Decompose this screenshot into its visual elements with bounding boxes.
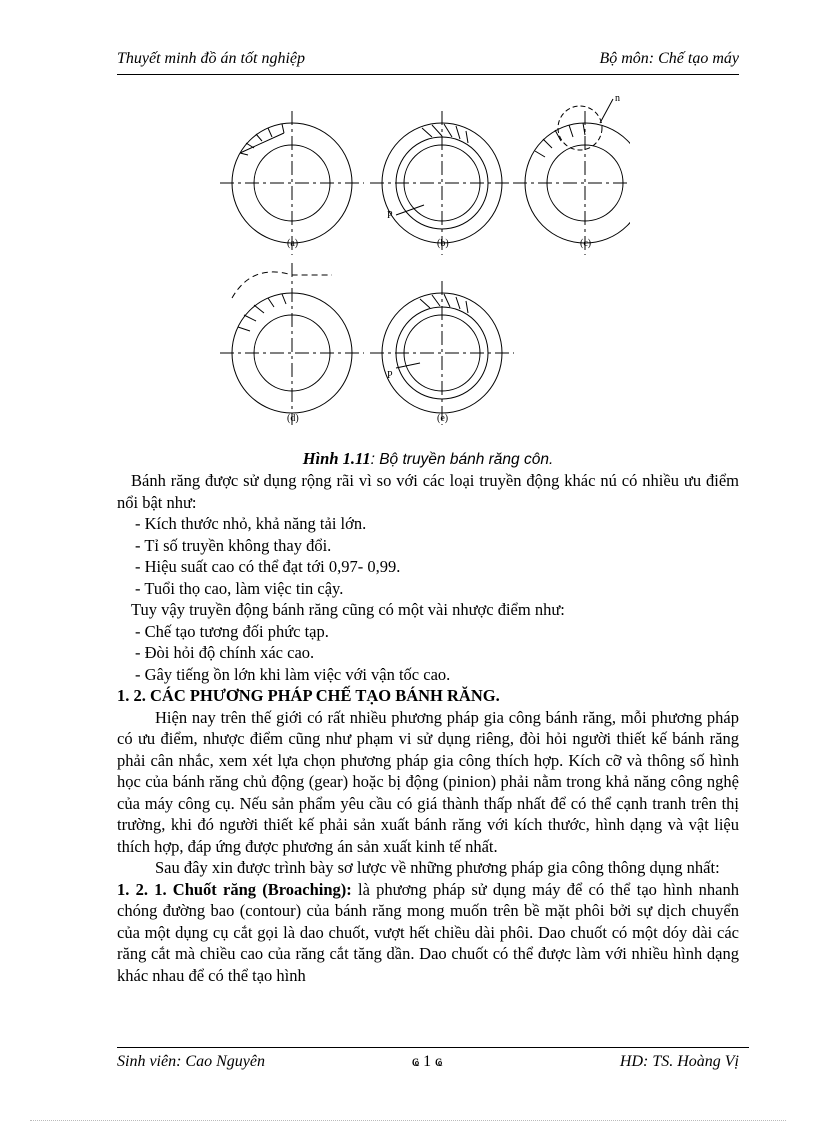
figure-caption xyxy=(117,449,739,469)
footer-student: Sinh viên: Cao Nguyên xyxy=(117,1053,265,1070)
paragraph-overview: Sau đây xin được trình bày sơ lược về những phương pháp gia công thông dụng nhất: xyxy=(155,858,720,877)
disadvantage-item: - Đòi hỏi độ chính xác cao. xyxy=(135,643,315,662)
disadvantage-item: - Gây tiếng ồn lớn khi làm việc với vận tốc cao. xyxy=(135,664,451,684)
page-number: ҩ 1 ҩ xyxy=(412,1053,443,1070)
header-left: Thuyết minh đồ án tốt nghiệp xyxy=(117,50,305,67)
diagram-c xyxy=(513,99,630,255)
body-text xyxy=(117,470,739,986)
label-e: (e) xyxy=(437,413,449,424)
disadvantage-item: - Chế tạo tương đối phức tạp. xyxy=(135,621,329,641)
callout-p-b: P xyxy=(387,210,393,221)
paragraph-methods: Hiện nay trên thế giới có rất nhiều phương pháp gia công bánh răng, mỗi phương pháp có ưu điểm, nhược điểm cũng như phạm vi sử dụng riêng, đòi hỏi người thiết kế bánh răng phải cân nhắc, xem xét lựa chọn phương pháp gia công thích hợp. Kích cỡ và thông số hình học của bánh răng chủ động (gear) hoặc bị động (pinion) phải nằm trong khả năng công nghệ của máy công cụ. Nếu sản phẩm yêu cầu có giá thành thấp nhất để có thể cạnh tranh trên thị trường, khi đó người thiết kế phải sản xuất bánh răng với kích thước, hình dạng và vật liệu thích hợp, đáp ứng được phương án sản xuất kinh tế nhất. xyxy=(117,707,739,856)
header-right: Bộ môn: Chế tạo máy xyxy=(599,50,739,67)
footer-advisor: HD: TS. Hoàng Vị xyxy=(619,1053,739,1070)
broaching-paragraph xyxy=(117,879,739,987)
page-bottom-border xyxy=(30,1120,786,1121)
callout-p-e: P xyxy=(387,370,393,381)
diagram-e xyxy=(370,281,514,425)
diagram-d xyxy=(220,263,364,425)
advantage-item: - Hiệu suất cao có thể đạt tới 0,97- 0,99. xyxy=(135,557,401,576)
caption-label: Hình 1.11 xyxy=(302,449,371,468)
label-b: (b) xyxy=(437,238,449,249)
page-header xyxy=(117,48,739,74)
subsection-heading: 1. 2. 1. Chuốt răng (Broaching): xyxy=(117,879,352,899)
footer-rule xyxy=(117,1047,749,1048)
diagram-a xyxy=(220,111,364,255)
label-c: (c) xyxy=(580,238,592,249)
diagram-b xyxy=(370,111,514,255)
advantage-item: - Tỉ số truyền không thay đổi. xyxy=(135,535,332,555)
however-line: Tuy vậy truyền động bánh răng cũng có một vài nhược điểm như: xyxy=(131,600,565,619)
label-a: (a) xyxy=(287,238,299,249)
bevel-gear-figure xyxy=(210,88,630,438)
label-d: (d) xyxy=(287,413,299,424)
caption-text: : Bộ truyền bánh răng côn. xyxy=(370,451,554,468)
broaching-text: là phương pháp sử dụng máy để có thể tạo hình nhanh chóng đường bao (contour) của bánh răng mong muốn trên bề mặt phôi bởi sự dịch chuyển của một dụng cụ cắt gọi là dao chuốt, vượt hết chiều dài phôi. Dao chuốt có một dóy dài các răng cắt mà chiều cao của răng cắt tăng dần. Dao chuốt có thể được làm với nhiều hình dạng khác nhau để có thể tạo hình xyxy=(117,879,739,985)
advantage-item: - Kích thước nhỏ, khả năng tải lớn. xyxy=(135,514,367,533)
intro-paragraph: Bánh răng được sử dụng rộng rãi vì so với các loại truyền động khác nú có nhiều ưu điểm nổi bật như: xyxy=(117,471,739,512)
section-heading: 1. 2. CÁC PHƯƠNG PHÁP CHẾ TẠO BÁNH RĂNG. xyxy=(117,686,500,705)
advantage-item: - Tuổi thọ cao, làm việc tin cậy. xyxy=(135,578,344,598)
header-rule xyxy=(117,74,739,75)
callout-n: n xyxy=(615,93,620,104)
